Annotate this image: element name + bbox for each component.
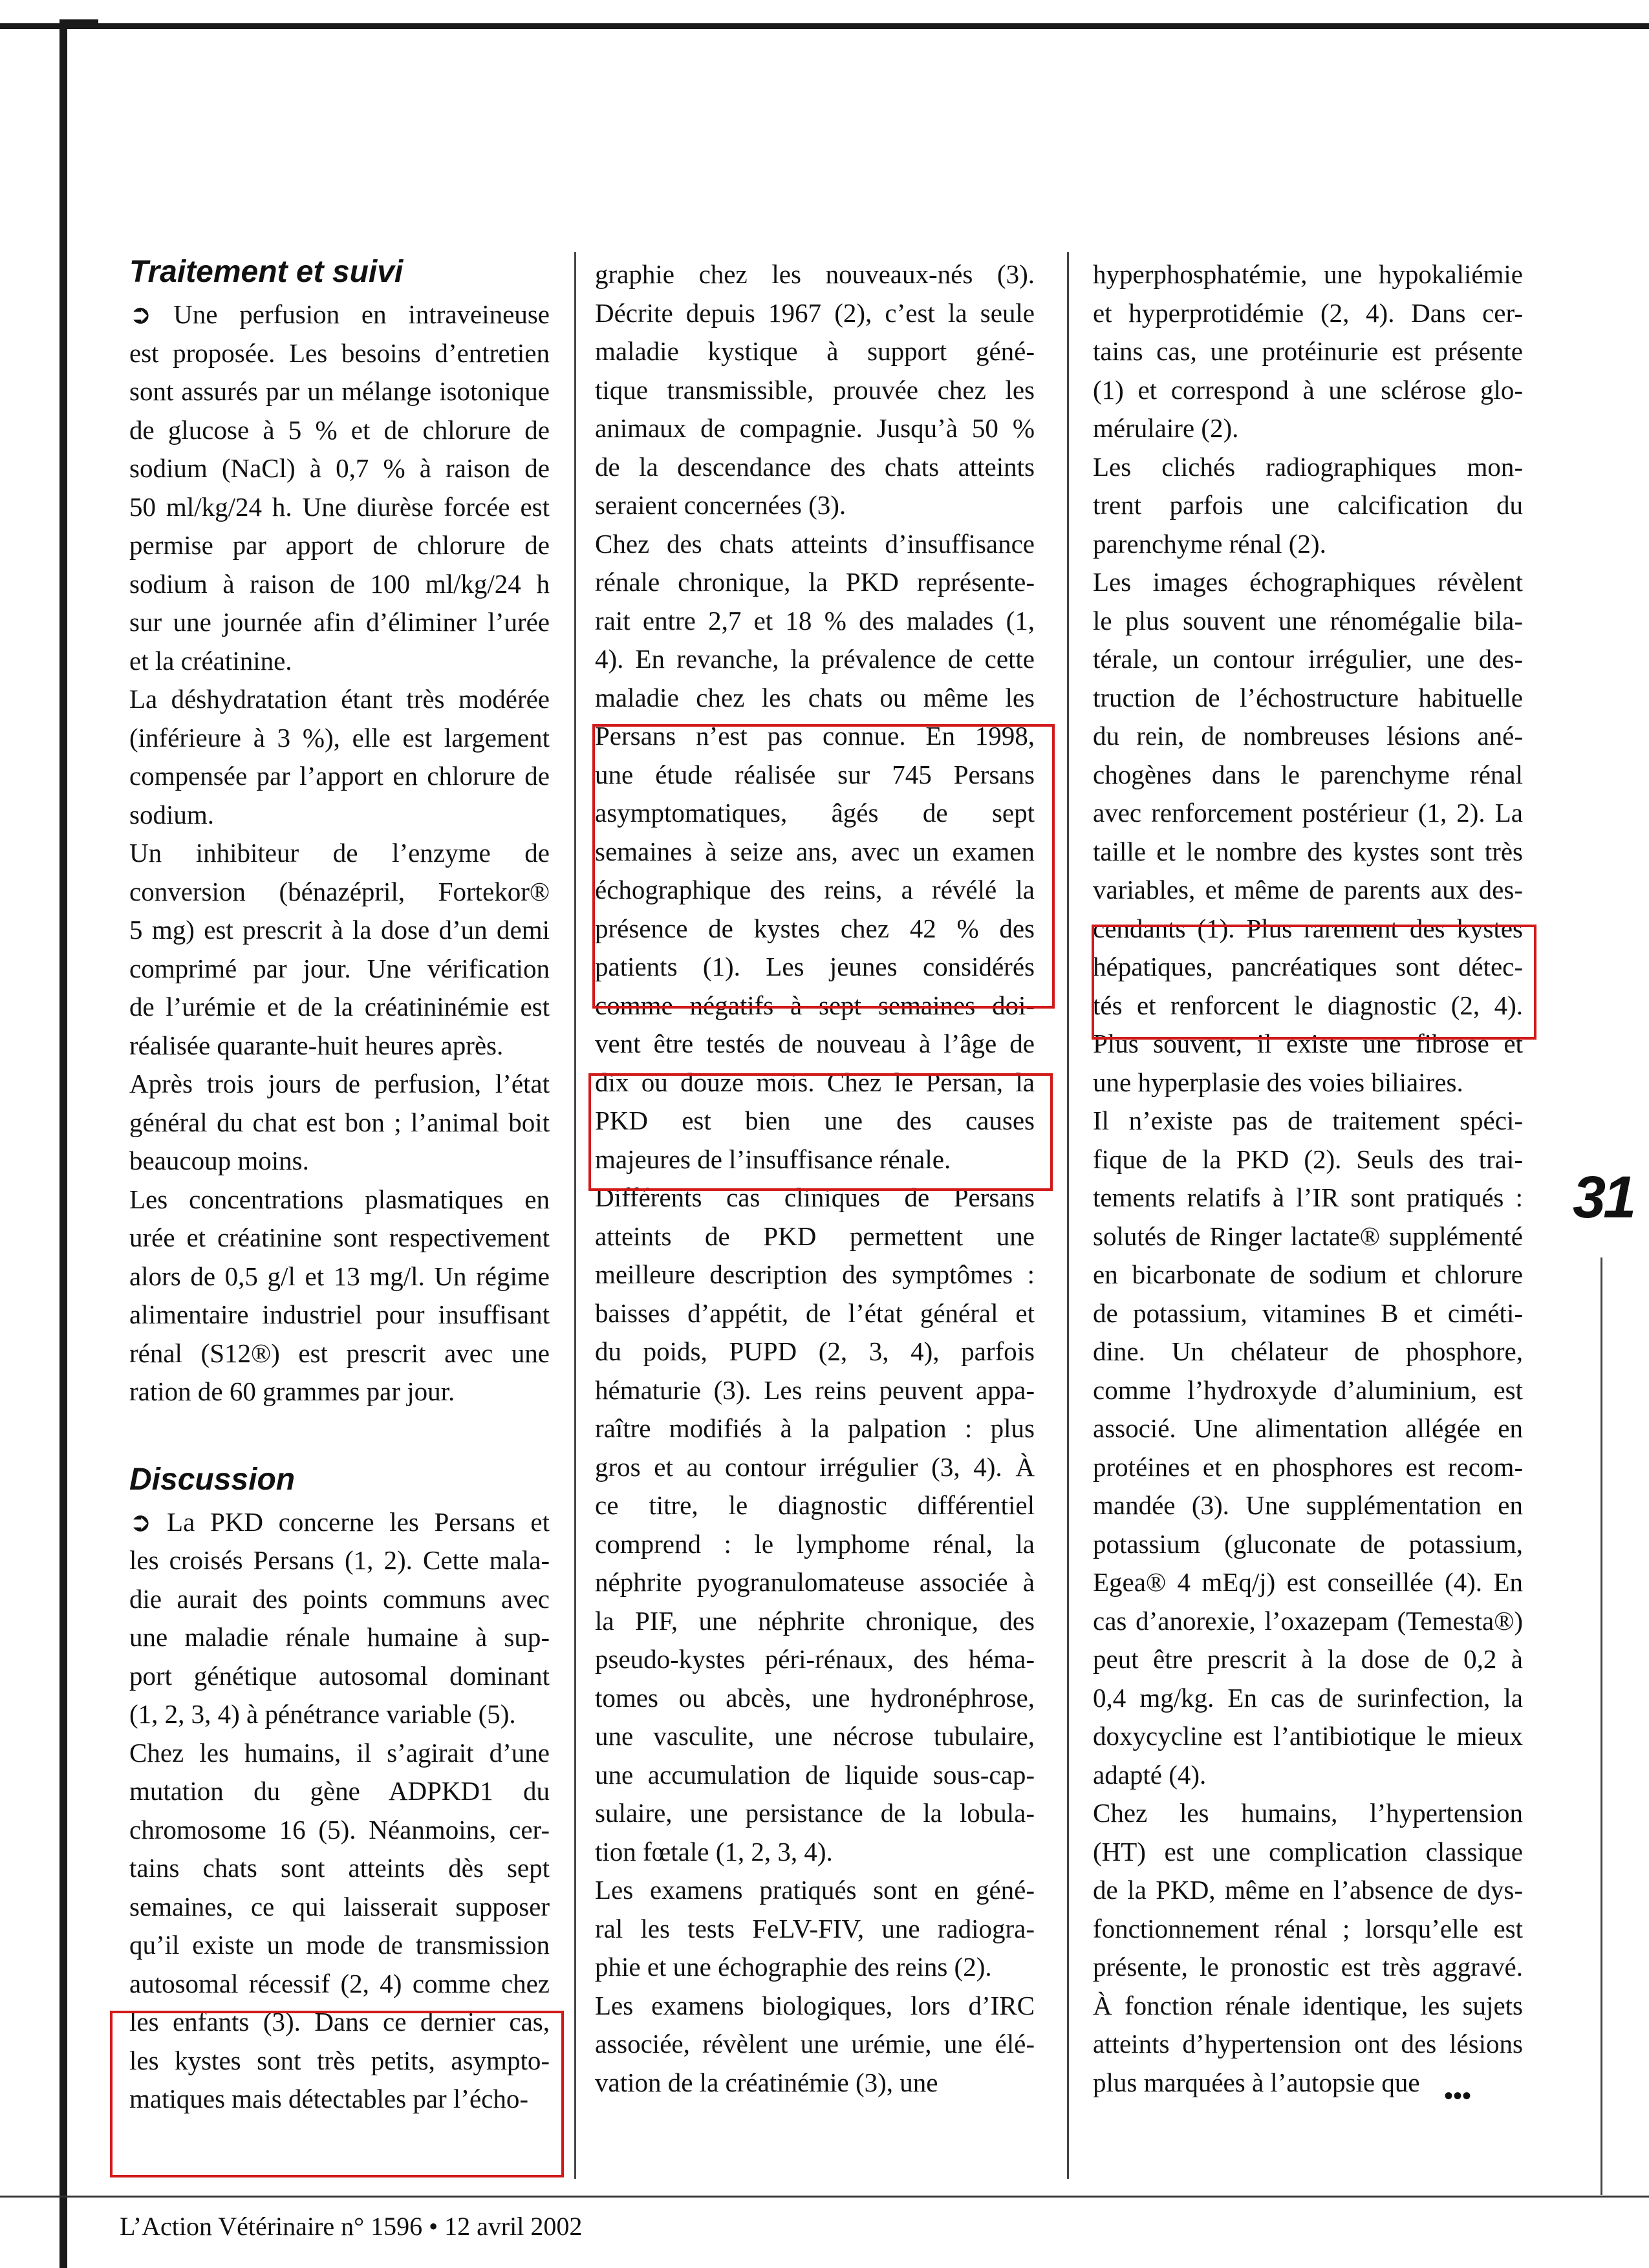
text-line: tique transmissible, prouvée chez les — [595, 374, 1035, 405]
text-line: mérulaire (2). — [1093, 413, 1239, 443]
text-line: urée et créatinine sont respectivement — [129, 1223, 550, 1252]
annotation-box-children-cysts — [110, 2011, 564, 2177]
text-line: 50 ml/kg/24 h. Une diurèse forcée est — [129, 491, 550, 522]
text-line: meilleure description des symptômes : — [595, 1259, 1035, 1289]
text-line: ➲ La PKD concerne les Persans et — [129, 1506, 550, 1537]
text-line: en bicarbonate de sodium et chlorure — [1093, 1259, 1523, 1289]
text-line: une hyperplasie des voies biliaires. — [1093, 1067, 1463, 1097]
text-line: térale, un contour irrégulier, une des- — [1093, 644, 1523, 674]
text-line: compensée par l’apport en chlorure de — [129, 761, 550, 791]
text-line: et hyperprotidémie (2, 4). Dans cer- — [1093, 297, 1523, 328]
text-line: les croisés Persans (1, 2). Cette mala- — [129, 1545, 550, 1575]
text-line: tains cas, une protéinurie est présente — [1093, 336, 1523, 366]
text-line: gros et au contour irrégulier (3, 4). À — [595, 1451, 1035, 1482]
text-line: de glucose à 5 % et de chlorure de — [129, 414, 550, 445]
text-line: baisses d’appétit, de l’état général et — [595, 1298, 1035, 1328]
text-line: néphrite pyogranulomateuse associée à — [595, 1567, 1035, 1597]
text-line: ce titre, le diagnostic différentiel — [595, 1490, 1035, 1520]
text-line: semaines, ce qui laisserait supposer — [129, 1891, 550, 1921]
text-line: une maladie rénale humaine à sup- — [129, 1622, 550, 1652]
section-heading-traitement: Traitement et suivi — [129, 255, 404, 289]
text-line: parenchyme rénal (2). — [1093, 528, 1326, 559]
text-line: doxycycline est l’antibiotique le mieux — [1093, 1721, 1523, 1751]
left-border-cap — [59, 19, 98, 25]
text-line: asymptomatiques, âgés de sept — [595, 798, 1035, 828]
text-line: adapté (4). — [1093, 1759, 1207, 1790]
text-line: général du chat est bon ; l’animal boit — [129, 1107, 550, 1137]
text-line: potassium (gluconate de potassium, — [1093, 1528, 1523, 1559]
text-line: comprend : le lymphome rénal, la — [595, 1528, 1035, 1559]
text-line: Décrite depuis 1967 (2), c’est la seule — [595, 297, 1035, 328]
text-line: comme négatifs à sept semaines doi- — [595, 990, 1035, 1020]
col1-paragraphs-a — [129, 295, 550, 1411]
text-line: les kystes sont très petits, asympto- — [129, 2045, 550, 2075]
text-line: seraient concernées (3). — [595, 490, 846, 520]
text-line: de l’urémie et de la créatininémie est — [129, 992, 550, 1022]
text-line: raître modifiés à la palpation : plus — [595, 1413, 1035, 1443]
text-line: mandée (3). Une supplémentation en — [1093, 1490, 1523, 1520]
text-line: présence de kystes chez 42 % des — [595, 913, 1035, 943]
text-line: les enfants (3). Dans ce dernier cas, — [129, 2007, 550, 2037]
text-column-3 — [1093, 255, 1523, 2102]
text-line: une vasculite, une nécrose tubulaire, — [595, 1721, 1035, 1751]
left-border-rule — [59, 19, 67, 2268]
text-line: avec renforcement postérieur (1, 2). La — [1093, 798, 1523, 828]
text-line: phie et une échographie des reins (2). — [595, 1952, 992, 1982]
text-line: atteints de PKD permettent une — [595, 1221, 1035, 1251]
text-line: sodium. — [129, 799, 214, 829]
text-line: Les concentrations plasmatiques en — [129, 1184, 550, 1214]
text-line: vent être testés de nouveau à l’âge de — [595, 1029, 1035, 1058]
text-line: alimentaire industriel pour insuffisant — [129, 1300, 550, 1329]
text-line: À fonction rénale identique, les sujets — [1093, 1990, 1523, 2020]
text-line: sur une journée afin d’éliminer l’urée — [129, 607, 550, 637]
text-line: fonctionnement rénal ; lorsqu’elle est — [1093, 1913, 1523, 1943]
section-heading-discussion: Discussion — [129, 1462, 296, 1497]
text-line: ration de 60 grammes par jour. — [129, 1376, 455, 1406]
text-line: mutation du gène ADPKD1 du — [129, 1776, 550, 1806]
column-divider-2 — [1067, 252, 1069, 2179]
text-line: alors de 0,5 g/l et 13 mg/l. Un régime — [129, 1261, 550, 1291]
text-line: permise par apport de chlorure de — [129, 530, 550, 560]
text-line: autosomal récessif (2, 4) comme chez — [129, 1968, 550, 1998]
text-line: chogènes dans le parenchyme rénal — [1093, 759, 1523, 789]
text-line: port génétique autosomal dominant — [129, 1660, 550, 1691]
text-line: la PIF, une néphrite chronique, des — [595, 1605, 1035, 1636]
text-line: hépatiques, pancréatiques sont détec- — [1093, 952, 1523, 981]
text-line: fique de la PKD (2). Seuls des trai- — [1093, 1144, 1523, 1174]
text-line: de la descendance des chats atteints — [595, 451, 1035, 482]
text-line: Chez les humains, l’hypertension — [1093, 1798, 1523, 1828]
text-line: Les examens pratiqués sont en géné- — [595, 1875, 1035, 1905]
text-line: (inférieure à 3 %), elle est largement — [129, 722, 550, 753]
text-line: vation de la créatinémie (3), une — [595, 2067, 938, 2097]
text-line: Persans n’est pas connue. En 1998, — [595, 721, 1035, 751]
text-line: Egea® 4 mEq/j) est conseillée (4). En — [1093, 1567, 1523, 1597]
text-line: comprimé par jour. Une vérification — [129, 953, 550, 983]
text-line: hématurie (3). Les reins peuvent appa- — [595, 1375, 1035, 1405]
text-line: sulaire, une persistance de la lobula- — [595, 1798, 1035, 1828]
text-line: une étude réalisée sur 745 Persans — [595, 759, 1035, 789]
text-line: Les examens biologiques, lors d’IRC — [595, 1990, 1035, 2020]
top-border-rule — [0, 23, 1649, 29]
text-line: maladie kystique à support géné- — [595, 336, 1035, 366]
text-line: variables, et même de parents aux des- — [1093, 875, 1523, 904]
text-line: (HT) est une complication classique — [1093, 1836, 1523, 1867]
text-line: (1, 2, 3, 4) à pénétrance variable (5). — [129, 1699, 516, 1729]
text-line: Les images échographiques révèlent — [1093, 567, 1523, 597]
text-line: solutés de Ringer lactate® supplémenté — [1093, 1221, 1523, 1251]
text-line: rénal (S12®) est prescrit avec une — [129, 1338, 550, 1368]
text-line: peut être prescrit à la dose de 0,2 à — [1093, 1644, 1523, 1674]
text-line: associé. Une alimentation allégée en — [1093, 1413, 1523, 1443]
text-line: animaux de compagnie. Jusqu’à 50 % — [595, 413, 1035, 443]
text-line: protéines et en phosphores est recom- — [1093, 1451, 1523, 1482]
text-line: cendants (1). Plus rarement des kystes — [1093, 913, 1523, 943]
text-line: rait entre 2,7 et 18 % des malades (1, — [595, 605, 1035, 636]
text-line: Plus souvent, il existe une fibrose et — [1093, 1029, 1523, 1058]
text-column-1 — [129, 249, 550, 2119]
text-line: de la PKD, même en l’absence de dys- — [1093, 1875, 1523, 1905]
text-line: réalisée quarante-huit heures après. — [129, 1030, 504, 1060]
text-line: 4). En revanche, la prévalence de cette — [595, 644, 1035, 674]
text-line: Un inhibiteur de l’enzyme de — [129, 838, 550, 868]
text-line: présente, le pronostic est très aggravé. — [1093, 1952, 1523, 1982]
text-line: 5 mg) est prescrit à la dose d’un demi — [129, 915, 550, 945]
text-line: une accumulation de liquide sous-cap- — [595, 1759, 1035, 1790]
text-line: trent parfois une calcification du — [1093, 490, 1523, 520]
text-line: Chez des chats atteints d’insuffisance — [595, 528, 1035, 559]
text-line: qu’il existe un mode de transmission — [129, 1930, 550, 1960]
footer-rule — [0, 2196, 1649, 2198]
text-line: Les clichés radiographiques mon- — [1093, 451, 1523, 482]
annotation-box-study-1998 — [592, 724, 1055, 1009]
text-line: le plus souvent une rénomégalie bila- — [1093, 605, 1523, 636]
text-line: tains chats sont atteints dès sept — [129, 1853, 550, 1883]
text-line: hyperphosphatémie, une hypokaliémie — [1093, 259, 1523, 289]
text-line: matiques mais détectables par l’écho- — [129, 2084, 529, 2113]
text-line: Différents cas cliniques de Persans — [595, 1182, 1035, 1212]
text-line: Il n’existe pas de traitement spéci- — [1093, 1106, 1523, 1135]
text-line: beaucoup moins. — [129, 1146, 309, 1175]
text-line: (1) et correspond à une sclérose glo- — [1093, 374, 1523, 405]
text-line: plus marquées à l’autopsie que — [1093, 2067, 1420, 2097]
text-line: dine. Un chélateur de phosphore, — [1093, 1336, 1523, 1366]
text-line: tés et renforcent le diagnostic (2, 4). — [1093, 990, 1523, 1020]
text-line: échographique des reins, a révélé la — [595, 875, 1035, 904]
text-line: atteints d’hypertension ont des lésions — [1093, 2029, 1523, 2059]
text-line: tomes ou abcès, une hydronéphrose, — [595, 1682, 1035, 1713]
text-line: du poids, PUPD (2, 3, 4), parfois — [595, 1336, 1035, 1366]
text-line: chromosome 16 (5). Néanmoins, cer- — [129, 1814, 550, 1845]
text-line: associée, révèlent une urémie, une élé- — [595, 2029, 1035, 2059]
text-line: de potassium, vitamines B et ciméti- — [1093, 1298, 1523, 1328]
text-line: tements relatifs à l’IR sont pratiqués : — [1093, 1182, 1523, 1212]
text-line: semaines à seize ans, avec un examen — [595, 836, 1035, 866]
annotation-box-persan-causes — [588, 1073, 1053, 1191]
text-line: graphie chez les nouveaux-nés (3). — [595, 259, 1035, 289]
text-line: dix ou douze mois. Chez le Persan, la — [595, 1067, 1035, 1097]
text-line: die aurait des points communs avec — [129, 1583, 550, 1614]
text-line: comme l’hydroxyde d’aluminium, est — [1093, 1375, 1523, 1405]
text-line: patients (1). Les jeunes considérés — [595, 952, 1035, 981]
text-line: ral les tests FeLV-FIV, une radiogra- — [595, 1913, 1035, 1943]
margin-rule — [1600, 1257, 1602, 2195]
text-line: conversion (bénazépril, Fortekor® — [129, 876, 550, 906]
text-line: 0,4 mg/kg. En cas de surinfection, la — [1093, 1682, 1523, 1713]
text-line: Après trois jours de perfusion, l’état — [129, 1069, 550, 1098]
text-line: maladie chez les chats ou même les — [595, 682, 1035, 712]
text-line: truction de l’échostructure habituelle — [1093, 682, 1523, 712]
text-line: sodium (NaCl) à 0,7 % à raison de — [129, 453, 550, 483]
column-divider-1 — [574, 252, 576, 2179]
text-line: ➲ Une perfusion en intraveineuse — [129, 299, 550, 329]
footer-citation: L’Action Vétérinaire n° 1596 • 12 avril 2002 — [120, 2212, 583, 2241]
text-line: pseudo-kystes péri-rénaux, des héma- — [595, 1644, 1035, 1674]
text-line: du rein, de nombreuses lésions ané- — [1093, 721, 1523, 751]
text-line: tion fœtale (1, 2, 3, 4). — [595, 1836, 833, 1867]
continuation-marker: ••• — [1444, 2081, 1472, 2110]
text-line: rénale chronique, la PKD représente- — [595, 567, 1035, 597]
annotation-box-hepatic-cysts — [1092, 925, 1536, 1040]
page-number: 31 — [1573, 1164, 1634, 1230]
text-line: La déshydratation étant très modérée — [129, 684, 550, 714]
text-line: est proposée. Les besoins d’entretien — [129, 337, 550, 368]
text-line: taille et le nombre des kystes sont très — [1093, 836, 1523, 866]
text-line: sont assurés par un mélange isotonique — [129, 376, 550, 406]
text-line: majeures de l’insuffisance rénale. — [595, 1144, 951, 1174]
text-line: et la créatinine. — [129, 645, 292, 676]
text-line: sodium à raison de 100 ml/kg/24 h — [129, 568, 550, 599]
text-line: cas d’anorexie, l’oxazepam (Temesta®) — [1093, 1605, 1523, 1636]
text-line: Chez les humains, il s’agirait d’une — [129, 1737, 550, 1768]
text-line: PKD est bien une des causes — [595, 1106, 1035, 1135]
